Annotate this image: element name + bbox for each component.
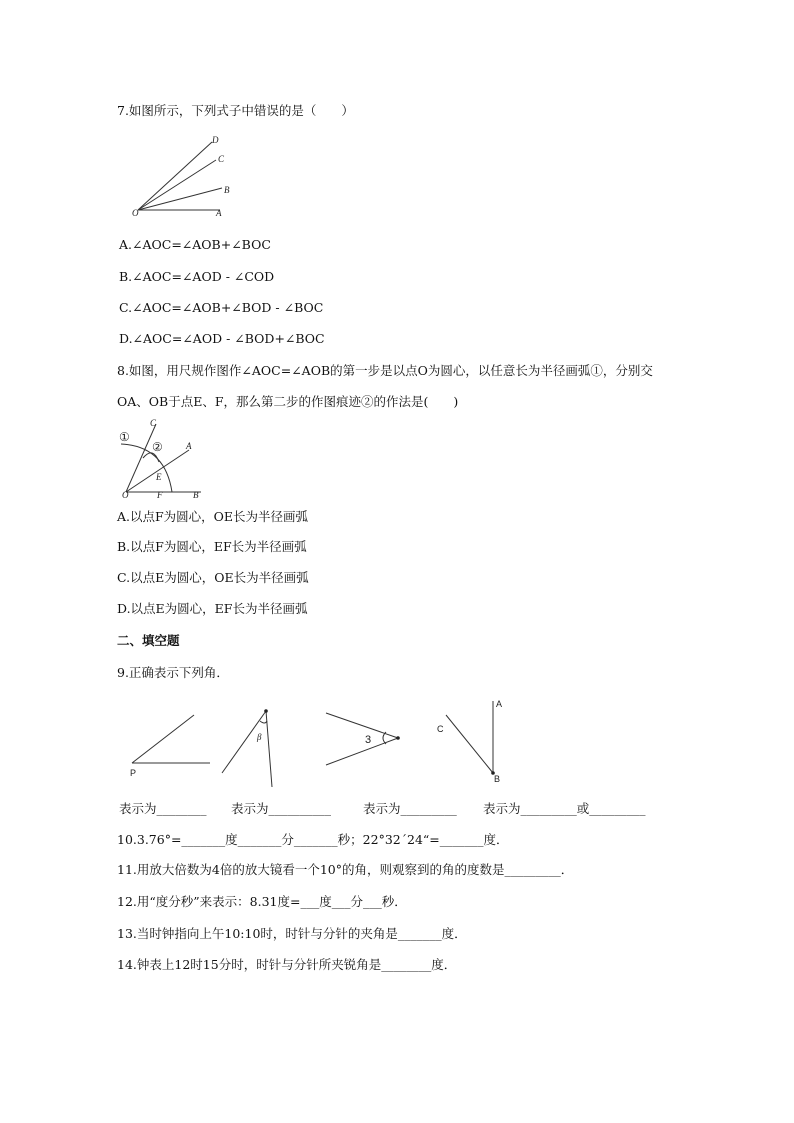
label-d: D (212, 135, 219, 145)
q8-option-b: B.以点F为圆心，EF长为半径画弧 (117, 539, 307, 554)
q8-stem-line2: OA、OB于点E、F，那么第二步的作图痕迹②的作法是( ) (117, 394, 459, 409)
section-title: 二、填空题 (117, 633, 180, 648)
angle-beta-arc (260, 721, 267, 723)
angle-beta-side2 (266, 711, 272, 787)
angle-3-side1 (326, 713, 398, 738)
label-arc1: ① (119, 430, 130, 444)
q9-answer-1: 表示为________ (119, 801, 207, 816)
q7-option-a: A.∠AOC=∠AOB+∠BOC (119, 237, 271, 252)
q14: 14.钟表上12时15分时，时针与分针所夹锐角是________度． (117, 957, 457, 972)
q8-stem-line1: 8.如图，用尺规作图作∠AOC=∠AOB的第一步是以点O为圆心，以任意长为半径画弧①，分别交 (117, 363, 653, 378)
q9-answer-2: 表示为__________ (231, 801, 332, 816)
q9-answer-4: 表示为_________或_________ (483, 801, 646, 816)
label-beta: β (257, 732, 262, 742)
q8-figure (117, 416, 212, 501)
q9-figures (120, 695, 520, 795)
arc-2 (143, 453, 159, 462)
q7-option-d: D.∠AOC=∠AOD - ∠BOD+∠BOC (119, 331, 325, 346)
angle-b-side2 (446, 715, 493, 773)
label-arc2: ② (152, 440, 163, 454)
label-c: C (437, 724, 444, 734)
angle-3-side2 (326, 738, 398, 765)
label-o: O (122, 490, 129, 500)
label-b: B (193, 490, 199, 500)
ray-oc (138, 160, 216, 210)
label-a: A (186, 441, 192, 451)
q7-option-b: B.∠AOC=∠AOD - ∠COD (119, 269, 275, 284)
label-b: B (494, 774, 501, 784)
label-c: C (150, 418, 157, 428)
q8-option-a: A.以点F为圆心，OE长为半径画弧 (117, 509, 309, 524)
label-a: A (496, 699, 503, 709)
q7-stem: 7.如图所示，下列式子中错误的是（ ） (117, 103, 354, 118)
q11: 11.用放大倍数为4倍的放大镜看一个10°的角，则观察到的角的度数是_________． (117, 862, 574, 877)
label-e: E (156, 472, 162, 482)
label-p: P (130, 768, 137, 778)
label-c: C (218, 154, 225, 164)
angle-beta-side1 (222, 711, 266, 773)
label-a: A (216, 208, 222, 218)
q7-figure (130, 132, 240, 222)
q12: 12.用“度分秒”来表示：8.31度=___度___分___秒． (117, 894, 407, 909)
label-f: F (157, 490, 163, 500)
q10: 10.3.76°=_______度_______分_______秒；22°32´24“=_______度． (117, 832, 509, 847)
label-b: B (224, 185, 230, 195)
q9-stem: 9.正确表示下列角． (117, 665, 229, 680)
q7-option-c: C.∠AOC=∠AOB+∠BOD - ∠BOC (119, 300, 324, 315)
label-o: O (132, 208, 139, 218)
q8-option-c: C.以点E为圆心，OE长为半径画弧 (117, 570, 309, 585)
q8-option-d: D.以点E为圆心，EF长为半径画弧 (117, 601, 308, 616)
q13: 13.当时钟指向上午10:10时，时针与分针的夹角是_______度． (117, 926, 467, 941)
angle-p-side2 (132, 715, 194, 763)
q9-answer-3: 表示为_________ (363, 801, 457, 816)
label-3: 3 (365, 734, 372, 746)
